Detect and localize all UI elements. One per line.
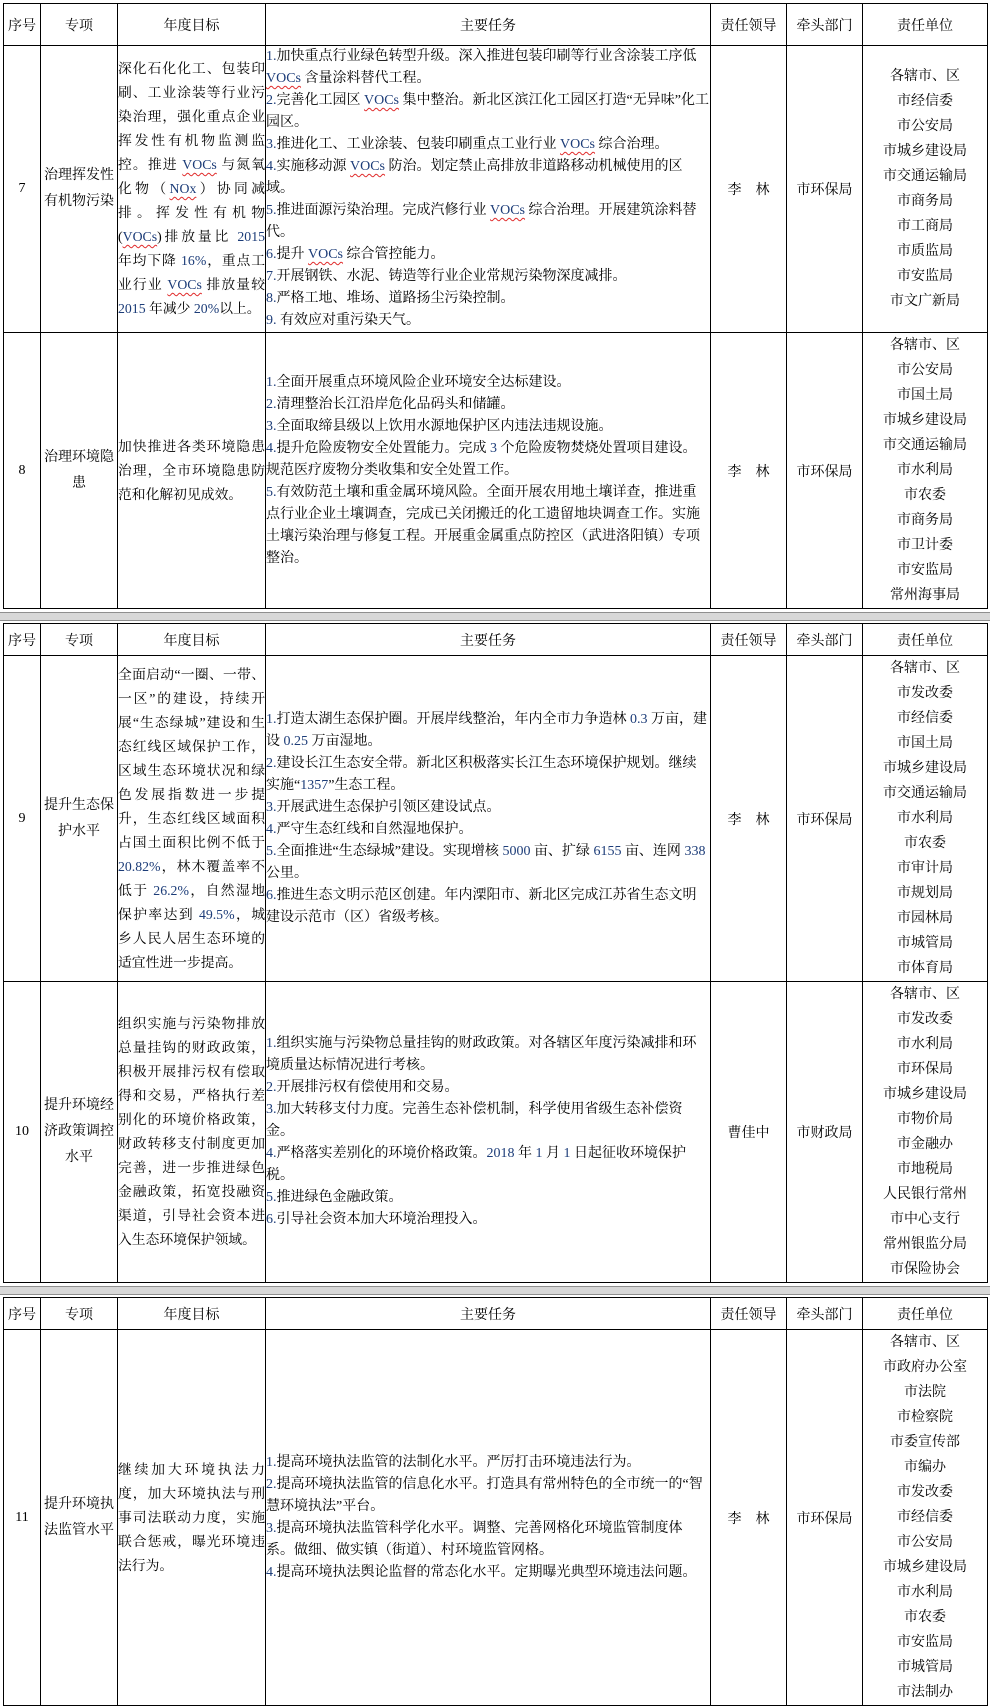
latin-text: 1 — [563, 1146, 571, 1161]
unit-line: 各辖市、区 — [890, 661, 960, 676]
latin-text: 49.5% — [198, 906, 235, 922]
latin-text: 2. — [266, 1476, 277, 1492]
work-plan-tables — [3, 3, 987, 1706]
task-item: 4.提高环境执法舆论监督的常态化水平。定期曝光典型环境违法问题。 — [266, 1564, 697, 1580]
unit-line: 市商务局 — [897, 194, 953, 209]
task-item: 3.加大转移支付力度。完善生态补偿机制，科学使用省级生态补偿资金。 — [266, 1102, 683, 1139]
task-item: 3.提高环境执法监管科学化水平。调整、完善网格化环境监管制度体系。做细、做实镇（街道）、村环境监管网格。 — [266, 1520, 683, 1558]
latin-text: 20% — [193, 301, 220, 316]
unit-line: 市物价局 — [897, 1112, 953, 1127]
plan-table-section-3 — [3, 1297, 988, 1706]
cell-seq: 11 — [4, 1330, 41, 1706]
unit-line: 各辖市、区 — [890, 338, 960, 353]
task-item: 3.开展武进生态保护引领区建设试点。 — [266, 799, 501, 815]
col-header-dept: 牵头部门 — [787, 4, 863, 46]
unit-line: 各辖市、区 — [890, 987, 960, 1002]
latin-text: 0.3 — [630, 711, 648, 727]
unit-line: 市公安局 — [897, 119, 953, 134]
cell-lead-dept: 市环保局 — [787, 656, 863, 982]
section-divider — [0, 1283, 990, 1297]
unit-line: 市质监局 — [897, 244, 953, 259]
cell-responsible-units — [863, 1330, 988, 1706]
cell-annual-target: 深化石化化工、包装印刷、工业涂装等行业污染治理，强化重点企业挥发性有机物监测监控。推进 VOCs 与氮氧化物（NOx）协同减排。挥发性有机物(VOCs)排放量比 2015 年均下降 16%，重点工业行业 VOCs 排放量较 2015 年减少 20%以上。 — [118, 46, 266, 333]
latin-text: 6. — [266, 887, 277, 903]
spellcheck-term: VOCs — [266, 71, 302, 86]
table-row — [4, 333, 988, 609]
unit-line: 市园林局 — [897, 911, 953, 926]
col-header-tasks: 主要任务 — [266, 4, 711, 46]
unit-line: 市检察院 — [897, 1410, 953, 1425]
plan-table-section-2 — [3, 623, 988, 1283]
latin-text: 5000 — [502, 843, 531, 859]
latin-text: 1. — [266, 1454, 277, 1470]
cell-seq: 8 — [4, 333, 41, 609]
cell-responsible-units — [863, 46, 988, 333]
unit-line: 常州银监分局 — [883, 1237, 967, 1252]
latin-text: 2. — [266, 1080, 277, 1095]
latin-text: 3. — [266, 1520, 277, 1536]
latin-text: 5. — [266, 843, 277, 859]
unit-line: 市发改委 — [897, 686, 953, 701]
cell-main-tasks — [266, 982, 711, 1283]
latin-text: 3. — [266, 799, 277, 815]
unit-line: 市地税局 — [897, 1162, 953, 1177]
spellcheck-term: VOCs — [364, 93, 400, 108]
task-item: 4.实施移动源 VOCs 防治。划定禁止高排放非道路移动机械使用的区域。 — [266, 159, 683, 196]
latin-text: 8. — [266, 291, 277, 306]
cell-seq: 9 — [4, 656, 41, 982]
unit-line: 市城乡建设局 — [883, 1087, 967, 1102]
spellcheck-term: VOCs — [308, 247, 344, 262]
task-item: 3.全面取缔县级以上饮用水源地保护区内违法违规设施。 — [266, 418, 613, 434]
unit-line: 市城管局 — [897, 936, 953, 951]
col-header-special: 专项 — [41, 4, 118, 46]
latin-text: 2015 — [118, 301, 146, 316]
section-divider — [0, 609, 990, 623]
divider-band — [0, 1286, 990, 1295]
latin-text: 5. — [266, 1190, 277, 1205]
cell-responsible-units — [863, 656, 988, 982]
task-item: 4.严守生态红线和自然湿地保护。 — [266, 821, 473, 837]
spellcheck-term: VOCs — [350, 159, 386, 174]
task-item: 1.加快重点行业绿色转型升级。深入推进包装印刷等行业含涂装工序低VOCs 含量涂料替代工程。 — [266, 49, 697, 86]
cell-leader: 李 林 — [711, 1330, 787, 1706]
cell-leader: 李 林 — [711, 333, 787, 609]
latin-text: 2. — [266, 93, 277, 108]
unit-line: 市安监局 — [897, 563, 953, 578]
col-header-dept: 牵头部门 — [787, 1298, 863, 1330]
spellcheck-term: VOCs — [560, 137, 596, 152]
latin-text: 16% — [181, 253, 207, 268]
unit-line: 市保险协会 — [890, 1262, 960, 1277]
task-item: 9. 有效应对重污染天气。 — [266, 313, 420, 328]
latin-text: 5. — [266, 484, 277, 500]
latin-text: 4. — [266, 821, 277, 837]
cell-special: 提升生态保护水平 — [41, 656, 118, 982]
cell-special: 提升环境经济政策调控水平 — [41, 982, 118, 1283]
unit-line: 市国土局 — [897, 388, 953, 403]
cell-lead-dept: 市环保局 — [787, 1330, 863, 1706]
cell-annual-target: 继续加大环境执法力度，加大环境执法与刑事司法联动力度，实施联合惩戒，曝光环境违法行为。 — [118, 1330, 266, 1706]
unit-line: 市农委 — [904, 1610, 946, 1625]
plan-table-section-1 — [3, 3, 988, 609]
unit-line: 市法制办 — [897, 1685, 953, 1700]
cell-responsible-units — [863, 333, 988, 609]
col-header-leader: 责任领导 — [711, 624, 787, 656]
col-header-no: 序号 — [4, 624, 41, 656]
cell-main-tasks — [266, 1330, 711, 1706]
unit-line: 市交通运输局 — [883, 786, 967, 801]
unit-line: 市发改委 — [897, 1012, 953, 1027]
task-item: 1.组织实施与污染物总量挂钩的财政政策。对各辖区年度污染减排和环境质量达标情况进行考核。 — [266, 1036, 697, 1073]
col-header-special: 专项 — [41, 624, 118, 656]
task-item: 1.全面开展重点环境风险企业环境安全达标建设。 — [266, 374, 571, 390]
col-header-units: 责任单位 — [863, 624, 988, 656]
unit-line: 市工商局 — [897, 219, 953, 234]
unit-line: 市公安局 — [897, 363, 953, 378]
cell-special: 治理挥发性有机物污染 — [41, 46, 118, 333]
latin-text: 6. — [266, 247, 277, 262]
col-header-leader: 责任领导 — [711, 1298, 787, 1330]
unit-line: 常州海事局 — [890, 588, 960, 603]
col-header-special: 专项 — [41, 1298, 118, 1330]
spellcheck-term: NOx — [169, 181, 197, 196]
table-row — [4, 656, 988, 982]
col-header-target: 年度目标 — [118, 624, 266, 656]
unit-line: 市国土局 — [897, 736, 953, 751]
latin-text: 3 — [490, 440, 497, 456]
latin-text: 9. — [266, 313, 277, 328]
unit-line: 各辖市、区 — [890, 1335, 960, 1350]
col-header-no: 序号 — [4, 1298, 41, 1330]
latin-text: 1. — [266, 711, 277, 727]
unit-line: 市环保局 — [897, 1062, 953, 1077]
unit-line: 人民银行常州 — [883, 1187, 967, 1202]
task-item: 6.提升 VOCs 综合管控能力。 — [266, 247, 445, 262]
latin-text: 4. — [266, 1564, 277, 1580]
unit-line: 市体育局 — [897, 961, 953, 976]
cell-annual-target: 加快推进各类环境隐患治理，全市环境隐患防范和化解初见成效。 — [118, 333, 266, 609]
table-row — [4, 46, 988, 333]
unit-line: 市商务局 — [897, 513, 953, 528]
unit-line: 市城乡建设局 — [883, 413, 967, 428]
unit-line: 市农委 — [904, 836, 946, 851]
task-item: 6.推进生态文明示范区创建。年内溧阳市、新北区完成江苏省生态文明建设示范市（区）省级考核。 — [266, 887, 697, 925]
unit-line: 市法院 — [904, 1385, 946, 1400]
spellcheck-term: VOCs — [490, 203, 526, 218]
cell-lead-dept: 市环保局 — [787, 46, 863, 333]
cell-annual-target: 组织实施与污染物排放总量挂钩的财政政策，积极开展排污权有偿取得和交易，严格执行差别化的环境价格政策，财政转移支付制度更加完善，进一步推进绿色金融政策，拓宽投融资渠道，引导社会资本进入生态环境保护领域。 — [118, 982, 266, 1283]
latin-text: 1. — [266, 374, 277, 390]
cell-seq: 7 — [4, 46, 41, 333]
spellcheck-term: VOCs — [167, 277, 202, 292]
unit-line: 市委宣传部 — [890, 1435, 960, 1450]
col-header-units: 责任单位 — [863, 1298, 988, 1330]
unit-line: 市安监局 — [897, 269, 953, 284]
latin-text: 1 — [535, 1146, 543, 1161]
latin-text: 6. — [266, 1212, 277, 1227]
table-row — [4, 982, 988, 1283]
task-item: 5.全面推进“生态绿城”建设。实现增核 5000 亩、扩绿 6155 亩、连网 338 公里。 — [266, 843, 706, 881]
unit-line: 市公安局 — [897, 1535, 953, 1550]
unit-line: 市经信委 — [897, 711, 953, 726]
latin-text: 2015 — [237, 229, 265, 244]
unit-line: 市规划局 — [897, 886, 953, 901]
cell-special: 提升环境执法监管水平 — [41, 1330, 118, 1706]
task-item: 8.严格工地、堆场、道路扬尘污染控制。 — [266, 291, 515, 306]
unit-line: 市城乡建设局 — [883, 761, 967, 776]
cell-leader: 李 林 — [711, 46, 787, 333]
latin-text: 4. — [266, 159, 277, 174]
col-header-target: 年度目标 — [118, 1298, 266, 1330]
unit-line: 市卫计委 — [897, 538, 953, 553]
header-row — [4, 1298, 988, 1330]
latin-text: 1357 — [300, 777, 329, 793]
task-item: 5.推进绿色金融政策。 — [266, 1190, 403, 1205]
task-item: 4.提升危险废物安全处置能力。完成 3 个危险废物焚烧处置项目建设。规范医疗废物分类收集和安全处置工作。 — [266, 440, 697, 478]
task-item: 4.严格落实差别化的环境价格政策。2018 年 1 月 1 日起征收环境保护税。 — [266, 1146, 686, 1183]
cell-seq: 10 — [4, 982, 41, 1283]
header-row — [4, 4, 988, 46]
latin-text: 3. — [266, 137, 277, 152]
unit-line: 市水利局 — [897, 1585, 953, 1600]
unit-line: 市水利局 — [897, 1037, 953, 1052]
unit-line: 市安监局 — [897, 1635, 953, 1650]
task-item: 1.提高环境执法监管的法制化水平。严厉打击环境违法行为。 — [266, 1454, 641, 1470]
task-item: 1.打造太湖生态保护圈。开展岸线整治，年内全市力争造林 0.3 万亩，建设 0.25 万亩湿地。 — [266, 711, 707, 749]
unit-line: 市城乡建设局 — [883, 1560, 967, 1575]
unit-line: 市文广新局 — [890, 294, 960, 309]
unit-line: 市水利局 — [897, 811, 953, 826]
unit-line: 市城乡建设局 — [883, 144, 967, 159]
latin-text: 1. — [266, 49, 277, 64]
task-item: 5.推进面源污染治理。完成汽修行业 VOCs 综合治理。开展建筑涂料替代。 — [266, 203, 697, 240]
latin-text: 4. — [266, 440, 277, 456]
latin-text: 3. — [266, 418, 277, 434]
task-item: 2.完善化工园区 VOCs 集中整治。新北区滨江化工园区打造“无异味”化工园区。 — [266, 93, 709, 130]
unit-line: 市农委 — [904, 488, 946, 503]
spellcheck-term: VOCs — [122, 229, 158, 244]
latin-text: 20.82% — [118, 858, 161, 874]
col-header-target: 年度目标 — [118, 4, 266, 46]
task-item: 6.引导社会资本加大环境治理投入。 — [266, 1212, 487, 1227]
cell-lead-dept: 市环保局 — [787, 333, 863, 609]
cell-main-tasks — [266, 333, 711, 609]
task-item: 7.开展钢铁、水泥、铸造等行业企业常规污染物深度减排。 — [266, 269, 627, 284]
unit-line: 市编办 — [904, 1460, 946, 1475]
unit-line: 市水利局 — [897, 463, 953, 478]
latin-text: 6155 — [593, 843, 622, 859]
latin-text: 7. — [266, 269, 277, 284]
cell-leader: 曹佳中 — [711, 982, 787, 1283]
col-header-tasks: 主要任务 — [266, 1298, 711, 1330]
table-row — [4, 1330, 988, 1706]
col-header-dept: 牵头部门 — [787, 624, 863, 656]
task-item: 2.提高环境执法监管的信息化水平。打造具有常州特色的全市统一的“智慧环境执法”平台。 — [266, 1476, 703, 1514]
divider-band — [0, 612, 990, 621]
task-item: 2.清理整治长江沿岸危化品码头和储罐。 — [266, 396, 515, 412]
latin-text: 26.2% — [153, 882, 189, 898]
cell-lead-dept: 市财政局 — [787, 982, 863, 1283]
task-item: 3.推进化工、工业涂装、包装印刷重点工业行业 VOCs 综合治理。 — [266, 137, 669, 152]
task-item: 2.开展排污权有偿使用和交易。 — [266, 1080, 459, 1095]
col-header-no: 序号 — [4, 4, 41, 46]
unit-line: 市交通运输局 — [883, 169, 967, 184]
unit-line: 市金融办 — [897, 1137, 953, 1152]
cell-main-tasks — [266, 656, 711, 982]
unit-line: 市城管局 — [897, 1660, 953, 1675]
latin-text: 1. — [266, 1036, 277, 1051]
unit-line: 市政府办公室 — [883, 1360, 967, 1375]
cell-special: 治理环境隐患 — [41, 333, 118, 609]
latin-text: 2. — [266, 755, 277, 771]
unit-line: 市中心支行 — [890, 1212, 960, 1227]
cell-leader: 李 林 — [711, 656, 787, 982]
latin-text: 3. — [266, 1102, 277, 1117]
unit-line: 市经信委 — [897, 1510, 953, 1525]
unit-line: 市经信委 — [897, 94, 953, 109]
latin-text: 4. — [266, 1146, 277, 1161]
header-row — [4, 624, 988, 656]
cell-annual-target: 全面启动“一圈、一带、一区”的建设，持续开展“生态绿城”建设和生态红线区域保护工作，区域生态环境状况和绿色发展指数进一步提升，生态红线区域面积占国土面积比例不低于 20.82%，林木覆盖率不低于 26.2%，自然湿地保护率达到 49.5%，城乡人民人居生态环境的适宜性进一步提高。 — [118, 656, 266, 982]
latin-text: 5. — [266, 203, 277, 218]
unit-line: 市交通运输局 — [883, 438, 967, 453]
latin-text: 0.25 — [283, 733, 308, 749]
latin-text: 338 — [684, 843, 706, 859]
unit-line: 各辖市、区 — [890, 69, 960, 84]
col-header-leader: 责任领导 — [711, 4, 787, 46]
latin-text: 2. — [266, 396, 277, 412]
unit-line: 市审计局 — [897, 861, 953, 876]
cell-responsible-units — [863, 982, 988, 1283]
unit-line: 市发改委 — [897, 1485, 953, 1500]
cell-main-tasks — [266, 46, 711, 333]
spellcheck-term: VOCs — [182, 157, 217, 172]
col-header-units: 责任单位 — [863, 4, 988, 46]
latin-text: 2018 — [486, 1146, 515, 1161]
task-item: 2.建设长江生态安全带。新北区积极落实长江生态环境保护规划。继续实施“1357”生态工程。 — [266, 755, 697, 793]
task-item: 5.有效防范土壤和重金属环境风险。全面开展农用地土壤详查，推进重点行业企业土壤调查，完成已关闭搬迁的化工遗留地块调查工作。实施土壤污染治理与修复工程。开展重金属重点防控区（武进洛阳镇）专项整治。 — [266, 484, 700, 566]
col-header-tasks: 主要任务 — [266, 624, 711, 656]
